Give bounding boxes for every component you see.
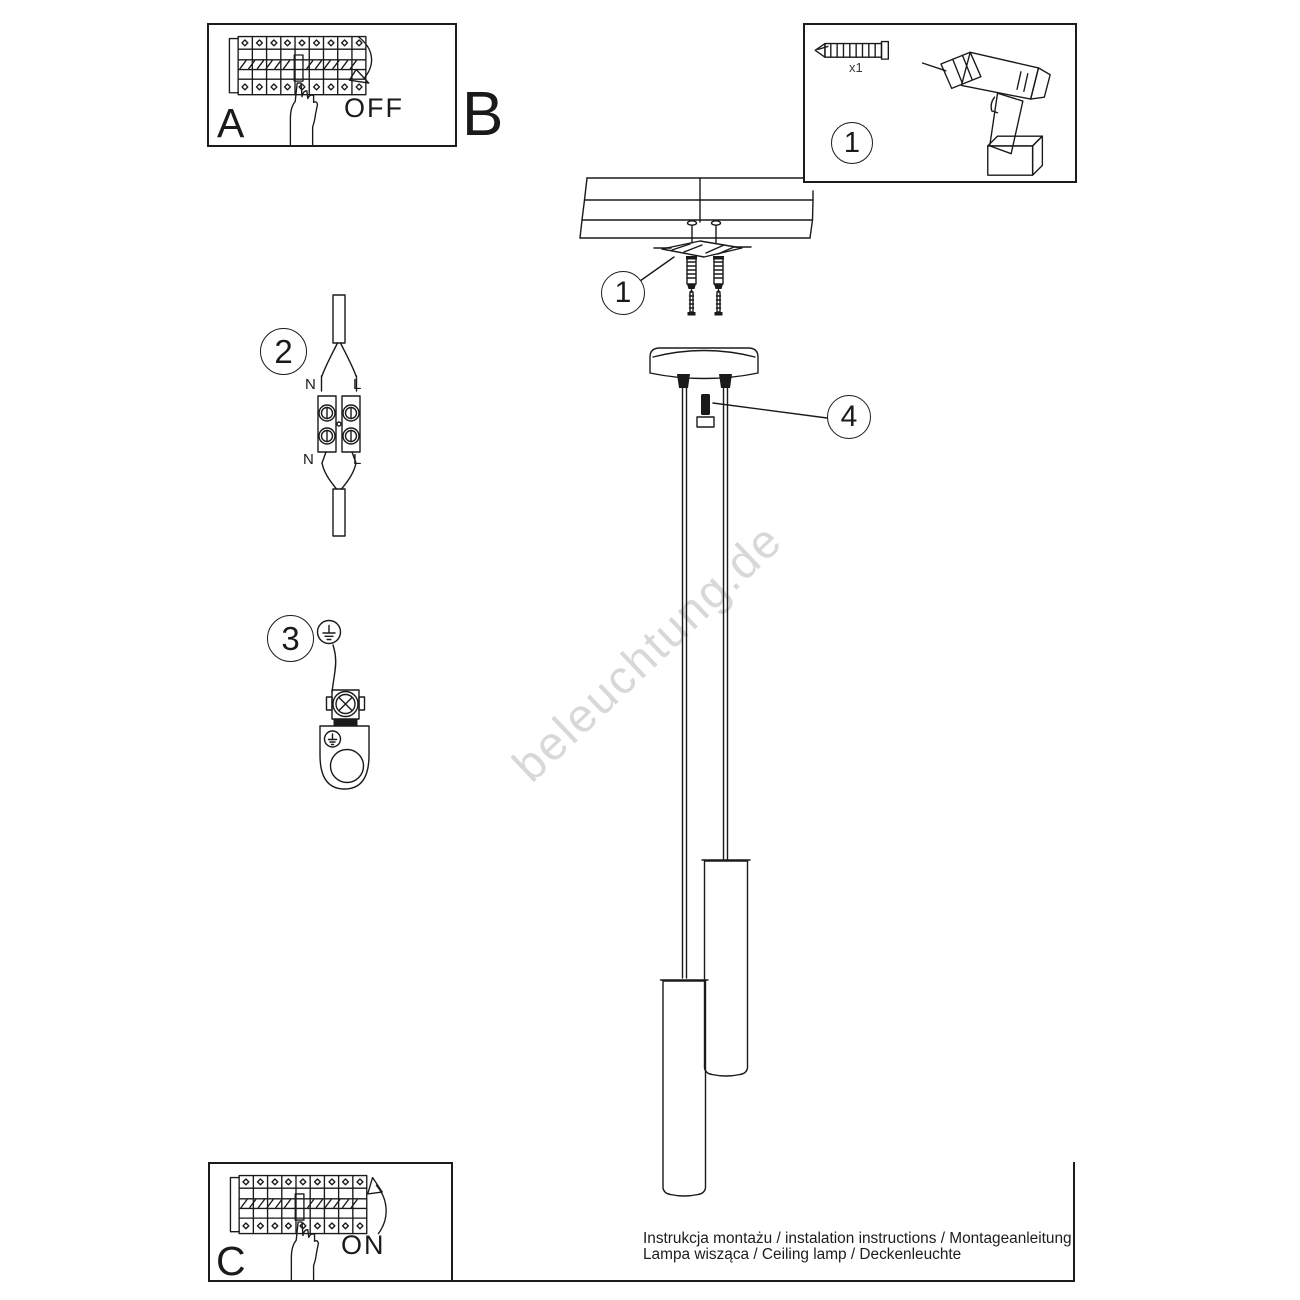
wire-label-l-bottom: L <box>353 451 362 468</box>
mains-cable-top <box>333 295 345 343</box>
mounting-bracket-icon <box>654 241 751 257</box>
wall-dowel-icon <box>686 256 697 289</box>
leader-line-step1 <box>640 257 674 281</box>
circuit-breaker-on-illustration <box>210 1164 451 1284</box>
panel-a-box <box>207 23 457 147</box>
wire-fork-top <box>322 343 357 391</box>
watermark-text: beleuchtung.de <box>502 512 792 792</box>
step-circle-1: 1 <box>601 271 645 315</box>
arrow-up-icon <box>368 1178 386 1234</box>
wall-plug-icon <box>815 42 888 60</box>
step-circle-2: 2 <box>260 328 307 375</box>
screw-icon <box>688 288 696 316</box>
set-screw-icon <box>697 394 714 427</box>
footer-line-1: Instrukcja montażu / instalation instructions / Montageanleitung <box>643 1230 1072 1247</box>
mains-cable-bottom <box>333 489 345 536</box>
wire-label-l-top: L <box>353 376 362 393</box>
ceiling-icon <box>580 178 813 243</box>
canopy-icon <box>650 348 758 388</box>
plug-quantity-label: x1 <box>849 60 863 75</box>
mounting-ring-icon <box>320 726 369 789</box>
panel-a-label: A <box>217 100 245 146</box>
panel-c-label: C <box>216 1238 246 1284</box>
wall-dowel-icon <box>713 256 724 289</box>
leader-line-step4 <box>713 403 827 418</box>
lamp-shade-right <box>702 860 750 1076</box>
step-circle-1-tools: 1 <box>831 122 873 164</box>
panel-c-action: ON <box>341 1230 386 1260</box>
screw-icon <box>715 288 723 316</box>
step-circle-4: 4 <box>827 395 871 439</box>
footer-cell <box>453 1162 1075 1282</box>
earth-symbol-icon <box>318 621 341 644</box>
wire-label-n-bottom: N <box>303 451 314 468</box>
footer-caption <box>643 1231 1072 1263</box>
circuit-breaker-icon <box>229 37 365 95</box>
panel-a-action: OFF <box>344 93 404 123</box>
circuit-breaker-icon <box>230 1176 366 1234</box>
section-b-label: B <box>462 80 504 149</box>
terminal-block-icon <box>318 396 360 452</box>
footer-line-2: Lampa wisząca / Ceiling lamp / Deckenleuchte <box>643 1245 962 1263</box>
ground-wire <box>332 645 336 692</box>
step-circle-3: 3 <box>267 615 314 662</box>
wire-label-n-top: N <box>305 376 316 393</box>
ground-terminal-icon <box>327 690 365 726</box>
circuit-breaker-off-illustration <box>209 25 455 145</box>
wire-fork-bottom <box>322 452 356 489</box>
drill-icon <box>922 52 1050 175</box>
